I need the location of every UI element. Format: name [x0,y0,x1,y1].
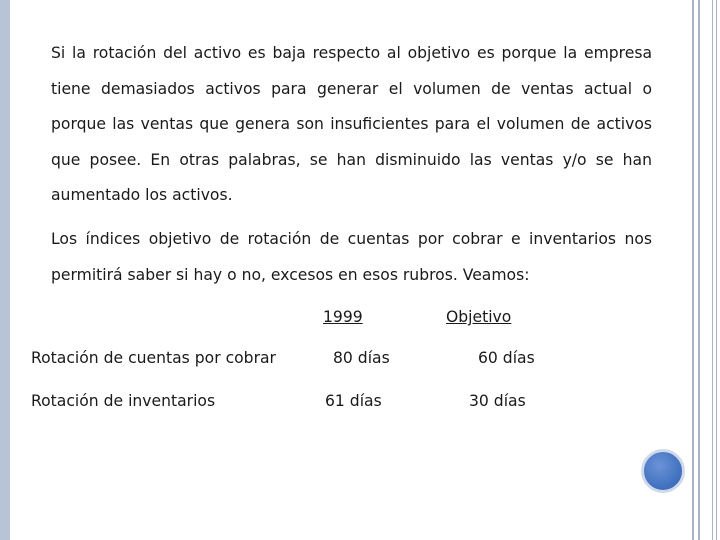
value-cuentas-1999: 80 días [333,349,390,367]
value-cuentas-objetivo: 60 días [478,349,535,367]
right-frame-line [698,0,700,540]
right-frame-line [716,0,717,540]
paragraph-indices-objetivo: Los índices objetivo de rotación de cuentas por cobrar e inventarios nos permitirá saber si hay o no, excesos en esos rubros. Veamos: [51,230,652,284]
row-label-cuentas-por-cobrar: Rotación de cuentas por cobrar [31,349,276,367]
column-header-1999: 1999 [323,308,363,326]
column-header-objetivo: Objetivo [446,308,512,326]
value-inventarios-1999: 61 días [325,392,382,410]
right-frame-line [692,0,694,540]
paragraph-rotacion-activo: Si la rotación del activo es baja respecto al objetivo es porque la empresa tiene demasiados activos para generar el volumen de ventas actual o porque las ventas que genera son insuficientes para el volumen de activos que posee. En otras palabras, se han disminuido las ventas y/o se han aumentado los activos. [51,44,652,204]
left-edge-bar [0,0,10,540]
value-inventarios-objetivo: 30 días [469,392,526,410]
right-frame-line [712,0,713,540]
decorative-circle [641,449,685,493]
row-label-inventarios: Rotación de inventarios [31,392,216,410]
